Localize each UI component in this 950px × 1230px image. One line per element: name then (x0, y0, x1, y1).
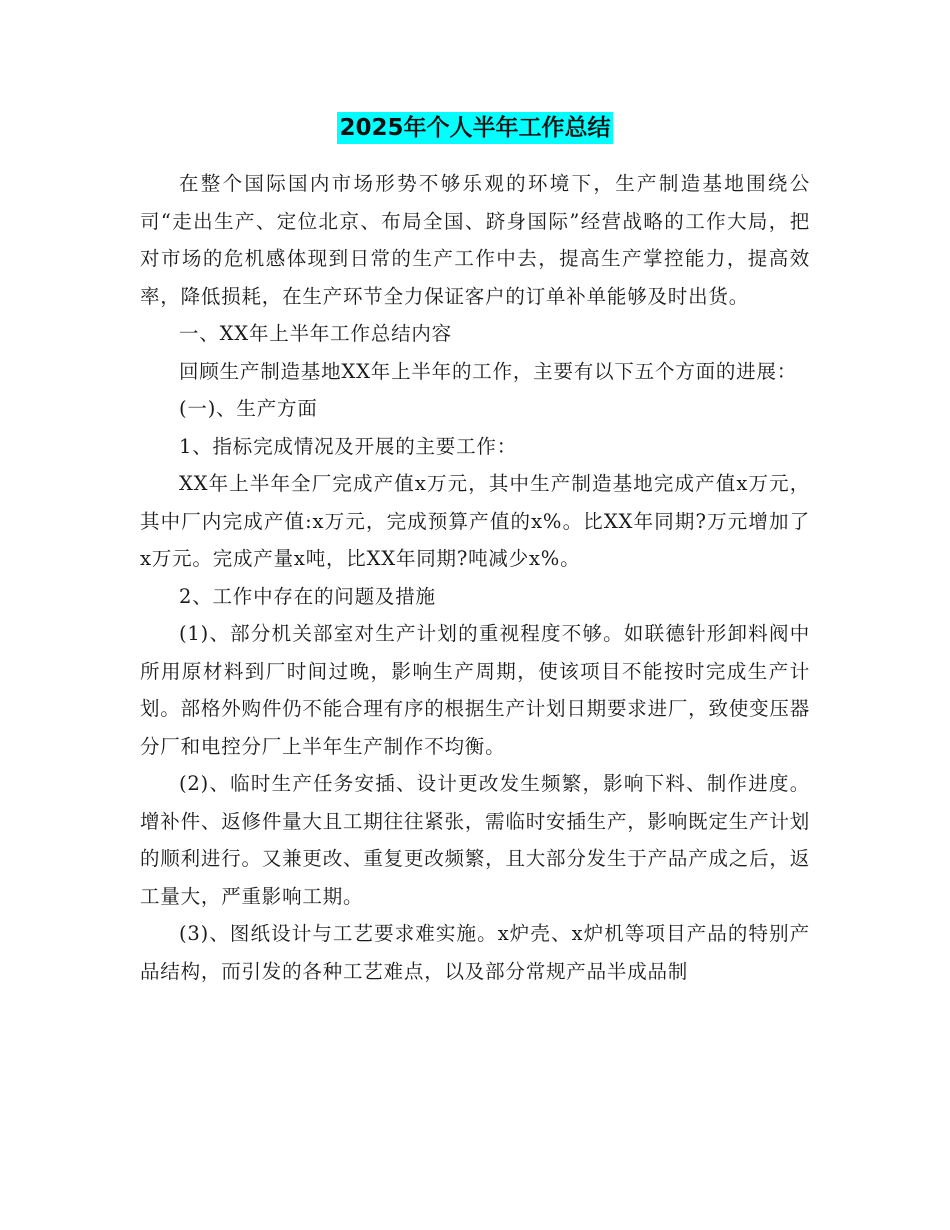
section-heading-1: 一、XX年上半年工作总结内容 (179, 322, 452, 345)
item-heading-2: 2、工作中存在的问题及措施 (179, 584, 436, 608)
title-container (0, 112, 950, 144)
subsection-heading-production: (一)、生产方面 (179, 397, 318, 420)
paragraph-review: 回顾生产制造基地XX年上半年的工作，主要有以下五个方面的进展： (179, 359, 798, 383)
paragraph-issue-2: (2)、临时生产任务安插、设计更改发生频繁，影响下料、制作进度。增补件、返修件量大且工期往往紧张，需临时安插生产，影响既定生产计划的顺利进行。又兼更改、重复更改频繁，且大部分发生于产品产成之后，返工量大，严重影响工期。 (140, 772, 810, 908)
paragraph-issue-3: (3)、图纸设计与工艺要求难实施。x炉壳、x炉机等项目产品的特别产品结构，而引发的各种工艺难点，以及部分常规产品半成品制 (140, 922, 810, 983)
paragraph-issue-1: (1)、部分机关部室对生产计划的重视程度不够。如联德针形卸料阀中所用原材料到厂时间过晚，影响生产周期，使该项目不能按时完成生产计划。部格外购件仍不能合理有序的根据生产计划日期要求进厂，致使变压器分厂和电控分厂上半年生产制作不均衡。 (140, 622, 810, 758)
document-body (140, 165, 810, 990)
document-title: 2025年个人半年工作总结 (337, 112, 612, 144)
item-heading-1: 1、指标完成情况及开展的主要工作： (179, 434, 518, 458)
paragraph-output: XX年上半年全厂完成产值x万元，其中生产制造基地完成产值x万元，其中厂内完成产值:x万元，完成预算产值的x%。比XX年同期?万元增加了x万元。完成产量x吨，比XX年同期?吨减少x%。 (140, 472, 810, 570)
paragraph-intro: 在整个国际国内市场形势不够乐观的环境下，生产制造基地围绕公司“走出生产、定位北京、布局全国、跻身国际”经营战略的工作大局，把对市场的危机感体现到日常的生产工作中去，提高生产掌控能力，提高效率，降低损耗，在生产环节全力保证客户的订单补单能够及时出货。 (140, 172, 810, 308)
